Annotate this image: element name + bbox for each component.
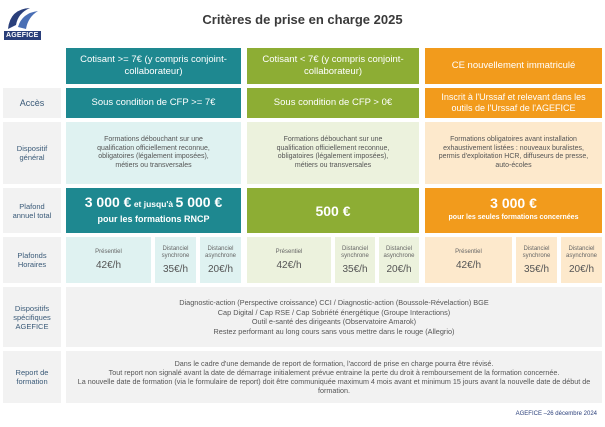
specifique-item: Restez performant au long cours sans vous mettre dans le rouge (Allegrio) (213, 326, 455, 336)
horaire-label: Distanciel asynchrone (383, 245, 415, 259)
horaire-label: Distanciel synchrone (522, 245, 551, 259)
horaire-label: Présentiel (455, 249, 482, 255)
header-ce-nouveau: CE nouvellement immatriculé (425, 48, 602, 84)
header-cotisant-7plus: Cotisant >= 7€ (y compris conjoint-collaborateur) (66, 48, 241, 84)
plafond-col1 (66, 188, 241, 233)
specifiques-list (66, 287, 602, 347)
horaire-value: 20€/h (207, 263, 234, 275)
horaire-value: 20€/h (568, 263, 595, 275)
horaire-value: 35€/h (162, 263, 189, 275)
logo-text: AGEFICE (6, 32, 39, 39)
report-line: La nouvelle date de formation (via le formulaire de report) doit être communiquée maximum 4 mois avant et minimum 15 jours avant la nouvelle date de début de formation. (77, 377, 591, 395)
dispositif-col2: Formations débouchant sur une qualification officiellement reconnue, obligatoires (légalement imposées), métiers ou transversales (247, 122, 419, 184)
plafond-col1-amount-b: 5 000 € (175, 194, 223, 210)
specifique-item: Outil e-santé des dirigeants (Observatoire Amarok) (251, 317, 417, 326)
horaire-value: 20€/h (386, 263, 412, 275)
horaire-label: Distanciel synchrone (341, 245, 369, 259)
horaire-value: 35€/h (523, 263, 550, 275)
acces-col2: Sous condition de CFP > 0€ (247, 88, 419, 118)
horaire-col3-presentiel (425, 237, 512, 283)
horaire-label: Distanciel asynchrone (204, 245, 237, 259)
horaire-col1-synchrone (155, 237, 196, 283)
horaire-col1-presentiel (66, 237, 151, 283)
specifique-item: Cap Digital / Cap RSE / Cap Sobriété énergétique (Groupe Interactions) (217, 307, 451, 317)
report-line: Tout report non signalé avant la date de démarrage initialement prévue entraine la perte du droit à remboursement de la formation concernée. (108, 368, 560, 377)
plafond-col2 (247, 188, 419, 233)
horaire-value: 42€/h (276, 260, 302, 271)
plafond-col1-amount-a: 3 000 € (84, 194, 132, 210)
plafond-col1-mid: et jusqu'à (131, 199, 176, 209)
horaire-label: Distanciel synchrone (161, 245, 190, 259)
plafond-col1-sub: pour les formations RNCP (97, 214, 210, 224)
horaire-value: 42€/h (95, 260, 122, 271)
horaire-value: 35€/h (342, 263, 368, 275)
row-label-plafond: Plafond annuel total (3, 188, 61, 233)
horaire-col1-asynchrone (200, 237, 241, 283)
horaire-col3-asynchrone (561, 237, 602, 283)
horaire-label: Présentiel (275, 249, 303, 255)
footer-date: AGEFICE –26 décembre 2024 (515, 411, 597, 417)
horaire-col2-presentiel (247, 237, 331, 283)
plafond-col3-amount: 3 000 € (490, 195, 537, 211)
row-label-specifiques: Dispositifs spécifiques AGEFICE (3, 287, 61, 347)
specifique-item: Diagnostic-action (Perspective croissance) CCI / Diagnostic-action (Boussole-Révelaction) BGE (179, 298, 489, 307)
horaire-label: Présentiel (95, 249, 122, 255)
horaire-col3-synchrone (516, 237, 557, 283)
row-label-report: Report de formation (3, 351, 61, 403)
page-title: Critères de prise en charge 2025 (202, 12, 403, 27)
header-cotisant-under7: Cotisant < 7€ (y compris conjoint-collaborateur) (247, 48, 419, 84)
horaire-col2-synchrone (335, 237, 375, 283)
plafond-col2-amount: 500 € (315, 202, 351, 219)
plafond-col3 (425, 188, 602, 233)
row-label-dispositif: Dispositif général (3, 122, 61, 184)
horaire-value: 42€/h (455, 260, 482, 271)
dispositif-col1: Formations débouchant sur une qualification officiellement reconnue, obligatoires (légalement imposées), métiers ou transversales (66, 122, 241, 184)
report-line: Dans le cadre d'une demande de report de formation, l'accord de prise en charge pourra être révisé. (174, 359, 494, 368)
horaire-col2-asynchrone (379, 237, 419, 283)
acces-col1: Sous condition de CFP >= 7€ (66, 88, 241, 118)
acces-col3: Inscrit à l'Urssaf et relevant dans les outils de l'Urssaf de l'AGEFICE (425, 88, 602, 118)
dispositif-col3: Formations obligatoires avant installation exhaustivement listées : nouveaux buralistes, permis d'exploitation HCR, diffuseurs de presse, auto-écoles (425, 122, 602, 184)
row-label-acces: Accès (3, 88, 61, 118)
horaire-label: Distanciel asynchrone (565, 245, 598, 259)
row-label-horaires: Plafonds Horaires (3, 237, 61, 283)
plafond-col3-sub: pour les seules formations concernées (448, 214, 579, 221)
report-text (66, 351, 602, 403)
